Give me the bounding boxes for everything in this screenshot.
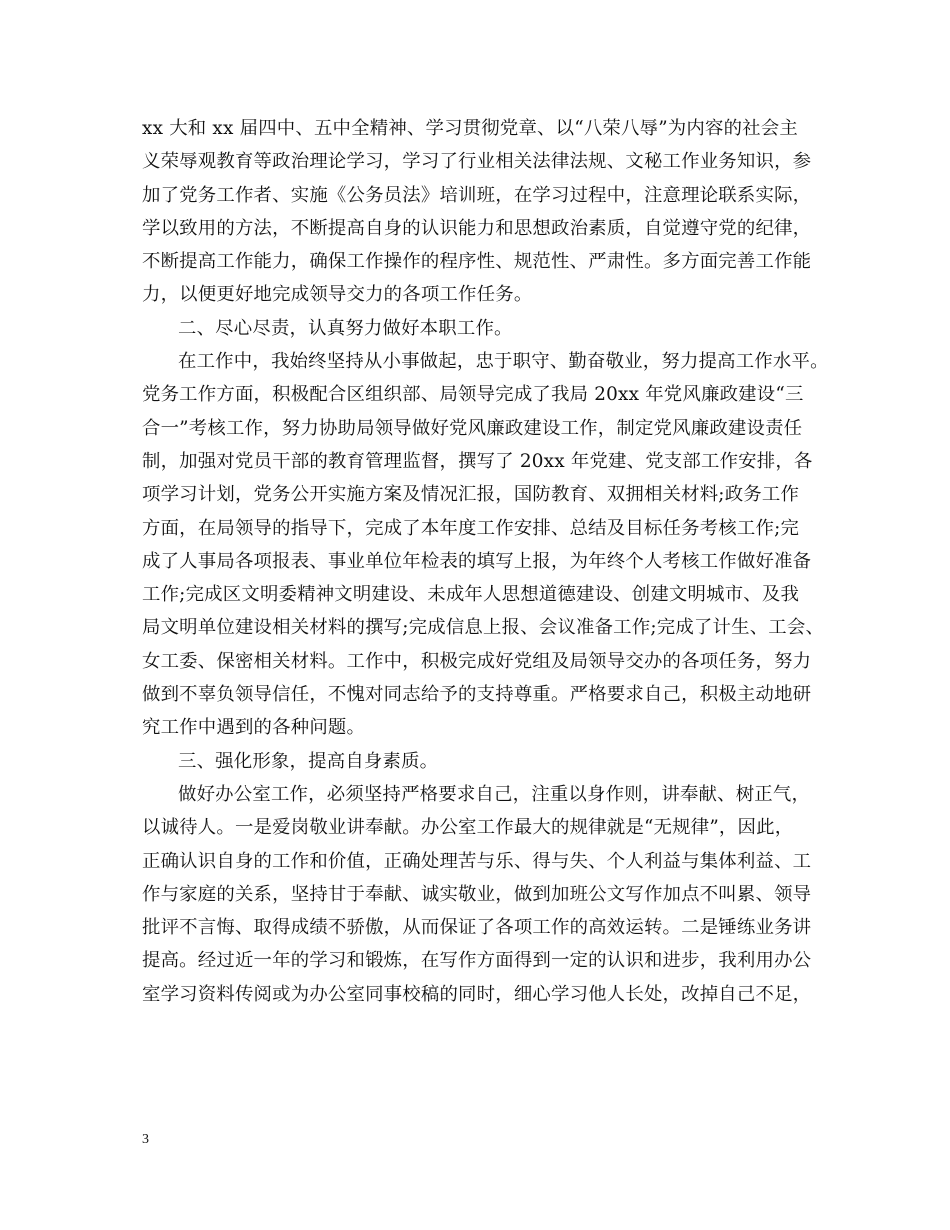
text-line: 成了人事局各项报表、事业单位年检表的填写上报，为年终个人考核工作做好准备 xyxy=(142,550,812,572)
text-line: 工作;完成区文明委精神文明建设、未成年人思想道德建设、创建文明城市、及我 xyxy=(142,584,800,606)
text-line: 在工作中，我始终坚持从小事做起，忠于职守、勤奋敬业，努力提高工作水平。 xyxy=(178,351,829,373)
document-body xyxy=(142,112,829,1011)
text-line: 合一”考核工作，努力协助局领导做好党风廉政建设工作，制定党风廉政建设责任 xyxy=(142,417,803,439)
text-line: 究工作中遇到的各种问题。 xyxy=(142,717,366,739)
text-line: 学以致用的方法，不断提高自身的认识能力和思想政治素质，自觉遵守党的纪律， xyxy=(142,217,812,239)
text-line: 以诚待人。一是爱岗敬业讲奉献。办公室工作最大的规律就是“无规律”，因此， xyxy=(142,817,794,839)
text-line: 力，以便更好地完成领导交力的各项工作任务。 xyxy=(142,284,533,306)
text-line: 三、强化形象，提高自身素质。 xyxy=(178,750,439,772)
text-line: 项学习计划，党务公开实施方案及情况汇报，国防教育、双拥相关材料;政务工作 xyxy=(142,484,800,506)
text-line: 局文明单位建设相关材料的撰写;完成信息上报、会议准备工作;完成了计生、工会、 xyxy=(142,617,825,639)
text-line: 不断提高工作能力，确保工作操作的程序性、规范性、严肃性。多方面完善工作能 xyxy=(142,251,812,273)
text-line: 加了党务工作者、实施《公务员法》培训班，在学习过程中，注意理论联系实际， xyxy=(142,184,812,206)
text-line: 提高。经过近一年的学习和锻炼，在写作方面得到一定的认识和进步，我利用办公 xyxy=(142,950,812,972)
text-line: 二、尽心尽责，认真努力做好本职工作。 xyxy=(178,317,513,339)
text-line: 党务工作方面，积极配合区组织部、局领导完成了我局 20xx 年党风廉政建设“三 xyxy=(142,384,804,406)
text-line: 作与家庭的关系，坚持甘于奉献、诚实敬业，做到加班公文写作加点不叫累、领导 xyxy=(142,883,812,905)
text-line: 做好办公室工作，必须坚持严格要求自己，注重以身作则，讲奉献、树正气， xyxy=(178,783,811,805)
text-line: 义荣辱观教育等政治理论学习，学习了行业相关法律法规、文秘工作业务知识，参 xyxy=(142,151,812,173)
text-line: 方面，在局领导的指导下，完成了本年度工作安排、总结及目标任务考核工作;完 xyxy=(142,517,800,539)
text-line: 做到不辜负领导信任，不愧对同志给予的支持尊重。严格要求自己，积极主动地研 xyxy=(142,684,812,706)
text-line: 室学习资料传阅或为办公室同事校稿的同时，细心学习他人长处，改掉自己不足， xyxy=(142,983,812,1005)
text-line: 正确认识自身的工作和价值，正确处理苦与乐、得与失、个人利益与集体利益、工 xyxy=(142,850,812,872)
text-line: 女工委、保密相关材料。工作中，积极完成好党组及局领导交办的各项任务，努力 xyxy=(142,650,812,672)
text-line: 批评不言悔、取得成绩不骄傲，从而保证了各项工作的高效运转。二是锤练业务讲 xyxy=(142,917,812,939)
page-number: 3 xyxy=(142,1132,149,1147)
text-line: 制，加强对党员干部的教育管理监督，撰写了 20xx 年党建、党支部工作安排，各 xyxy=(142,450,813,472)
text-line: xx 大和 xx 届四中、五中全精神、学习贯彻党章、以“八荣八辱”为内容的社会主 xyxy=(142,118,798,139)
